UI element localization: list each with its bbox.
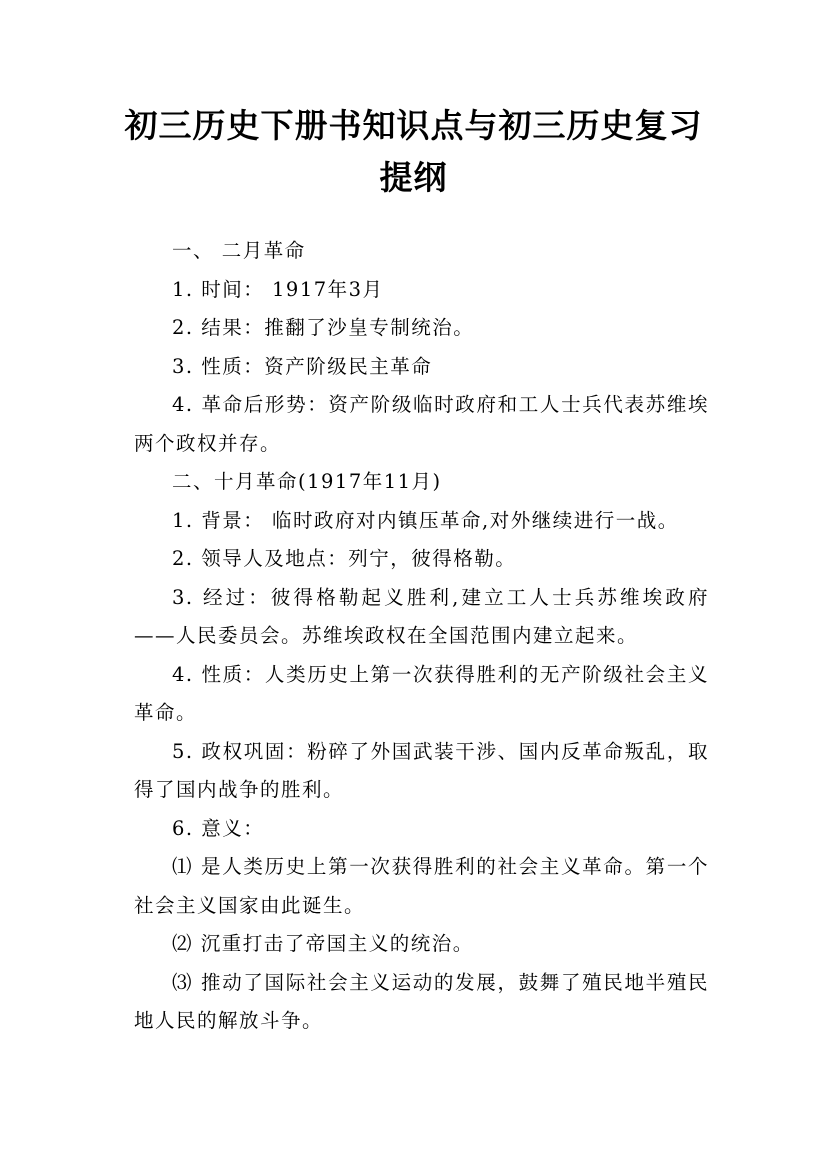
document-body (134, 232, 709, 1041)
paragraph-nature: 3. 性质：资产阶级民主革命 (172, 354, 433, 378)
list-item-significance-2: ⑵ 沉重打击了帝国主义的统治。 (172, 932, 474, 955)
paragraph-leader-location: 2. 领导人及地点：列宁，彼得格勒。 (172, 547, 517, 570)
paragraph-time: 1. 时间： 1917年3月 (172, 277, 384, 301)
document-title: 初三历史下册书知识点与初三历史复习提纲 (124, 106, 703, 197)
paragraph-consolidation: 5. 政权巩固：粉碎了外国武装干涉、国内反革命叛乱，取得了国内战争的胜利。 (134, 739, 709, 801)
section-heading-february-revolution: 一、 二月革命 (172, 239, 306, 262)
paragraph-october-nature: 4. 性质：人类历史上第一次获得胜利的无产阶级社会主义革命。 (134, 662, 709, 724)
list-item-significance-1: ⑴ 是人类历史上第一次获得胜利的社会主义革命。第一个社会主义国家由此诞生。 (134, 855, 709, 917)
list-item-significance-3: ⑶ 推动了国际社会主义运动的发展，鼓舞了殖民地半殖民地人民的解放斗争。 (134, 970, 709, 1032)
paragraph-significance: 6. 意义： (172, 816, 265, 840)
section-heading-october-revolution: 二、十月革命(1917年11月) (172, 470, 442, 493)
paragraph-background: 1. 背景： 临时政府对内镇压革命,对外继续进行一战。 (172, 508, 679, 532)
paragraph-process: 3. 经过：彼得格勒起义胜利,建立工人士兵苏维埃政府——人民委员会。苏维埃政权在全国范围内建立起来。 (134, 585, 709, 647)
paragraph-result: 2. 结果：推翻了沙皇专制统治。 (172, 316, 475, 339)
paragraph-situation: 4. 革命后形势：资产阶级临时政府和工人士兵代表苏维埃两个政权并存。 (134, 393, 709, 455)
